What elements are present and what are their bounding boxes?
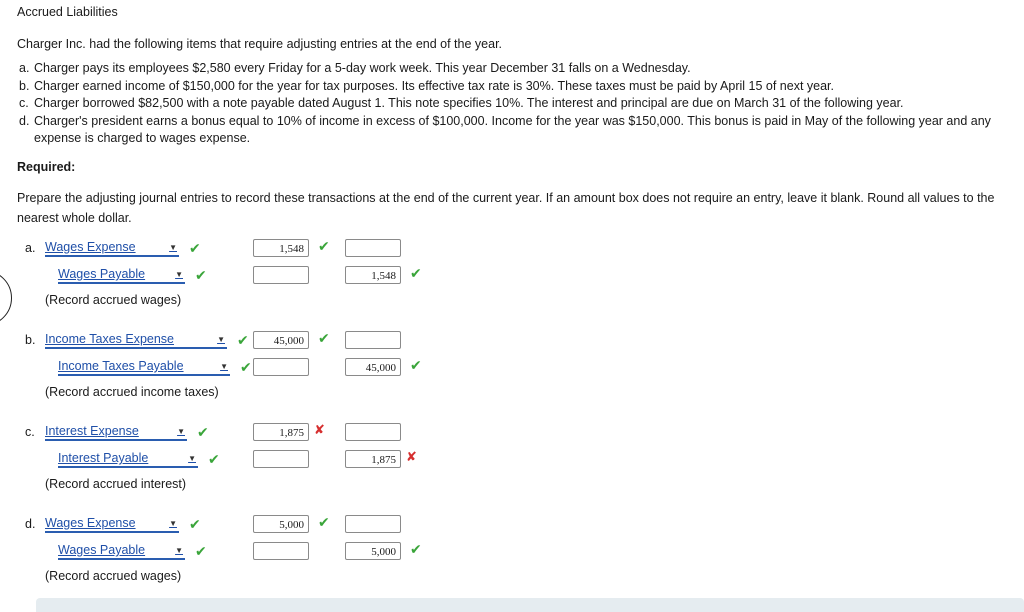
check-icon: ✔ [189, 515, 201, 532]
check-icon: ✔ [410, 541, 422, 557]
debit-amount-input[interactable]: 1,548 [253, 239, 309, 257]
item-letter: b. [19, 78, 30, 93]
problem-item-b [19, 78, 1014, 96]
debit-amount-input[interactable]: 5,000 [253, 515, 309, 533]
circle-decoration [0, 270, 12, 326]
debit-amount-input-empty[interactable] [253, 358, 309, 376]
credit-amount-input-empty[interactable] [345, 239, 401, 257]
item-text: Charger earned income of $150,000 for the year for tax purposes. Its effective tax rate is 30%. These taxes must be paid by April 15 of next year. [34, 78, 834, 93]
credit-account-select[interactable] [58, 267, 185, 284]
debit-amount-input[interactable]: 1,875 [253, 423, 309, 441]
instructions: Prepare the adjusting journal entries to record these transactions at the end of the current year. If an amount box does not require an entry, leave it blank. Round all values to the nearest whole dollar. [17, 191, 995, 225]
credit-account-label: Wages Payable [58, 543, 146, 557]
debit-status [308, 422, 325, 438]
credit-account-label: Wages Payable [58, 267, 146, 281]
entry-letter: a. [25, 241, 36, 255]
credit-amount-input-empty[interactable] [345, 331, 401, 349]
problem-items [19, 60, 1014, 148]
debit-account-select[interactable] [45, 332, 227, 349]
credit-account-row [58, 359, 252, 375]
entry-letter: d. [25, 517, 36, 531]
page-title: Accrued Liabilities [17, 5, 118, 19]
check-icon: ✔ [208, 450, 220, 467]
check-icon: ✔ [240, 358, 252, 375]
caret-down-icon: ▼ [220, 361, 228, 371]
check-icon: ✔ [197, 423, 209, 440]
credit-status [400, 449, 417, 465]
debit-status [308, 330, 330, 347]
problem-item-a [19, 60, 1014, 78]
check-icon: ✔ [410, 357, 422, 373]
check-icon: ✔ [195, 542, 207, 559]
check-icon: ✔ [195, 266, 207, 283]
debit-status [308, 514, 330, 531]
entry-letter: c. [25, 425, 35, 439]
item-letter: c. [19, 96, 29, 110]
caret-down-icon: ▼ [175, 269, 183, 279]
credit-amount-input[interactable]: 1,875 [345, 450, 401, 468]
debit-account-label: Interest Expense [45, 424, 139, 438]
debit-account-select[interactable] [45, 516, 179, 533]
x-icon: ✘ [314, 422, 325, 437]
entry-memo: (Record accrued wages) [45, 293, 182, 307]
item-letter: a. [19, 61, 30, 75]
entry-memo: (Record accrued wages) [45, 569, 182, 583]
caret-down-icon: ▼ [217, 334, 225, 344]
intro-text: Charger Inc. had the following items that require adjusting entries at the end of the year. [17, 37, 503, 51]
credit-status [400, 265, 422, 282]
debit-account-select[interactable] [45, 424, 187, 441]
problem-item-d [19, 113, 1014, 148]
credit-account-select[interactable] [58, 543, 185, 560]
debit-account-label: Income Taxes Expense [45, 332, 175, 346]
entry-memo: (Record accrued interest) [45, 477, 187, 491]
debit-amount-input[interactable]: 45,000 [253, 331, 309, 349]
caret-down-icon: ▼ [177, 426, 185, 436]
entry-memo: (Record accrued income taxes) [45, 385, 219, 399]
caret-down-icon: ▼ [188, 453, 196, 463]
credit-account-row [58, 451, 220, 467]
credit-account-select[interactable] [58, 451, 198, 468]
debit-account-row [45, 240, 201, 256]
item-text: Charger's president earns a bonus equal to 10% of income in excess of $100,000. Income for the year was $150,000. This bonus is paid in May of the following year and any expense is charged to wages expense. [34, 113, 991, 145]
entry-letter: b. [25, 333, 36, 347]
credit-account-label: Interest Payable [58, 451, 149, 465]
debit-account-label: Wages Expense [45, 240, 136, 254]
caret-down-icon: ▼ [175, 545, 183, 555]
credit-status [400, 357, 422, 374]
debit-amount-input-empty[interactable] [253, 450, 309, 468]
debit-amount-input-empty[interactable] [253, 542, 309, 560]
check-icon: ✔ [318, 238, 330, 254]
debit-account-select[interactable] [45, 240, 179, 257]
check-icon: ✔ [410, 265, 422, 281]
item-text: Charger pays its employees $2,580 every Friday for a 5-day work week. This year December 31 falls on a Wednesday. [34, 61, 691, 75]
credit-amount-input[interactable]: 5,000 [345, 542, 401, 560]
caret-down-icon: ▼ [169, 242, 177, 252]
credit-account-row [58, 267, 207, 283]
credit-amount-input-empty[interactable] [345, 423, 401, 441]
credit-account-row [58, 543, 207, 559]
debit-status [308, 238, 330, 255]
credit-amount-input[interactable]: 1,548 [345, 266, 401, 284]
debit-account-row [45, 424, 209, 440]
required-label: Required: [17, 160, 76, 174]
debit-account-row [45, 516, 201, 532]
caret-down-icon: ▼ [169, 518, 177, 528]
credit-account-label: Income Taxes Payable [58, 359, 184, 373]
item-letter: d. [19, 113, 30, 128]
check-icon: ✔ [318, 514, 330, 530]
check-icon: ✔ [237, 331, 249, 348]
check-icon: ✔ [189, 239, 201, 256]
item-text: Charger borrowed $82,500 with a note payable dated August 1. This note specifies 10%. The interest and principal are due on March 31 of the following year. [34, 96, 904, 110]
problem-item-c [19, 95, 1014, 113]
credit-amount-input-empty[interactable] [345, 515, 401, 533]
debit-account-label: Wages Expense [45, 516, 136, 530]
credit-amount-input[interactable]: 45,000 [345, 358, 401, 376]
debit-account-row [45, 332, 249, 348]
credit-account-select[interactable] [58, 359, 230, 376]
check-icon: ✔ [318, 330, 330, 346]
credit-status [400, 541, 422, 558]
x-icon: ✘ [406, 449, 417, 464]
debit-amount-input-empty[interactable] [253, 266, 309, 284]
